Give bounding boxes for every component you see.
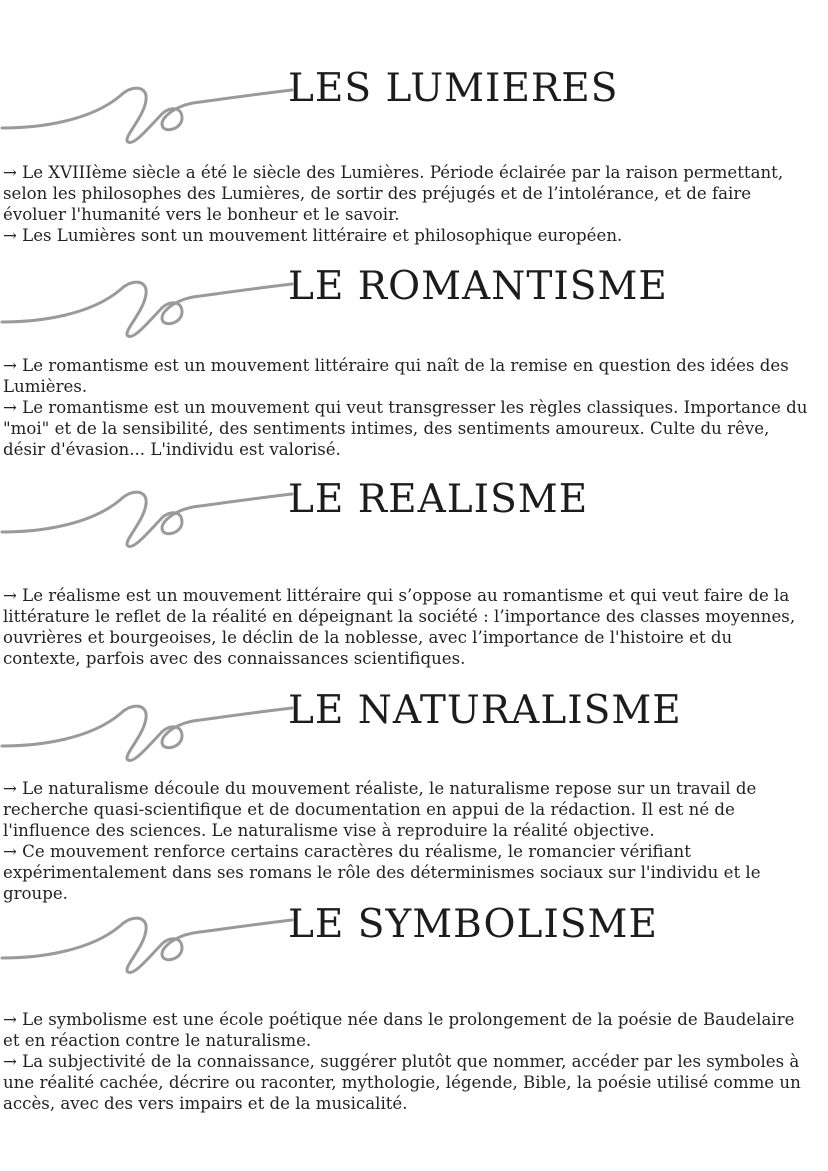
- section-body: [3, 585, 814, 669]
- paragraph: → Le symbolisme est une école poétique née dans le prolongement de la poésie de Baudelaire et en réaction contre le naturalisme.: [3, 1010, 795, 1051]
- section-title: LES LUMIERES: [288, 66, 619, 111]
- paragraph: → Le romantisme est un mouvement qui veut transgresser les règles classiques. Importance du "moi" et de la sensibilité, des sentiments intimes, des sentiments amoureux. Culte du rêve, désir d'évasion... L'individu est valorisé.: [3, 398, 808, 460]
- section-body: [3, 778, 814, 905]
- section-title: LE SYMBOLISME: [288, 902, 658, 947]
- swirl-ornament-icon: [0, 694, 300, 774]
- section-body: [3, 355, 814, 460]
- section-title: LE NATURALISME: [288, 688, 682, 733]
- paragraph: → Le romantisme est un mouvement littéraire qui naît de la remise en question des idées des Lumières.: [3, 356, 789, 397]
- swirl-ornament-icon: [0, 480, 300, 560]
- section-body: [3, 162, 814, 246]
- paragraph: → Les Lumières sont un mouvement littéraire et philosophique européen.: [3, 226, 623, 246]
- section-title: LE ROMANTISME: [288, 264, 668, 309]
- swirl-ornament-icon: [0, 270, 300, 350]
- section-title: LE REALISME: [288, 477, 589, 522]
- paragraph: → Le naturalisme découle du mouvement réaliste, le naturalisme repose sur un travail de recherche quasi-scientifique et de documentation en appui de la rédaction. Il est né de l'influence des sciences. Le naturalisme vise à reproduire la réalité objective.: [3, 779, 757, 841]
- paragraph: → Le réalisme est un mouvement littéraire qui s’oppose au romantisme et qui veut faire de la littérature le reflet de la réalité en dépeignant la société : l’importance des classes moyennes, ouvrières et bourgeoises, le déclin de la noblesse, avec l’importance de l'histoire et du contexte, parfois avec des connaissances scientifiques.: [3, 586, 796, 669]
- swirl-ornament-icon: [0, 906, 300, 986]
- swirl-ornament-icon: [0, 76, 300, 156]
- paragraph: → La subjectivité de la connaissance, suggérer plutôt que nommer, accéder par les symboles à une réalité cachée, décrire ou raconter, mythologie, légende, Bible, la poésie utilisé comme un accès, avec des vers impairs et de la musicalité.: [3, 1052, 801, 1114]
- section-body: [3, 1009, 814, 1114]
- paragraph: → Le XVIIIème siècle a été le siècle des Lumières. Période éclairée par la raison permettant, selon les philosophes des Lumières, de sortir des préjugés et de l’intolérance, et de faire évoluer l'humanité vers le bonheur et le savoir.: [3, 163, 784, 225]
- paragraph: → Ce mouvement renforce certains caractères du réalisme, le romancier vérifiant expérimentalement dans ses romans le rôle des déterminismes sociaux sur l'individu et le groupe.: [3, 842, 761, 904]
